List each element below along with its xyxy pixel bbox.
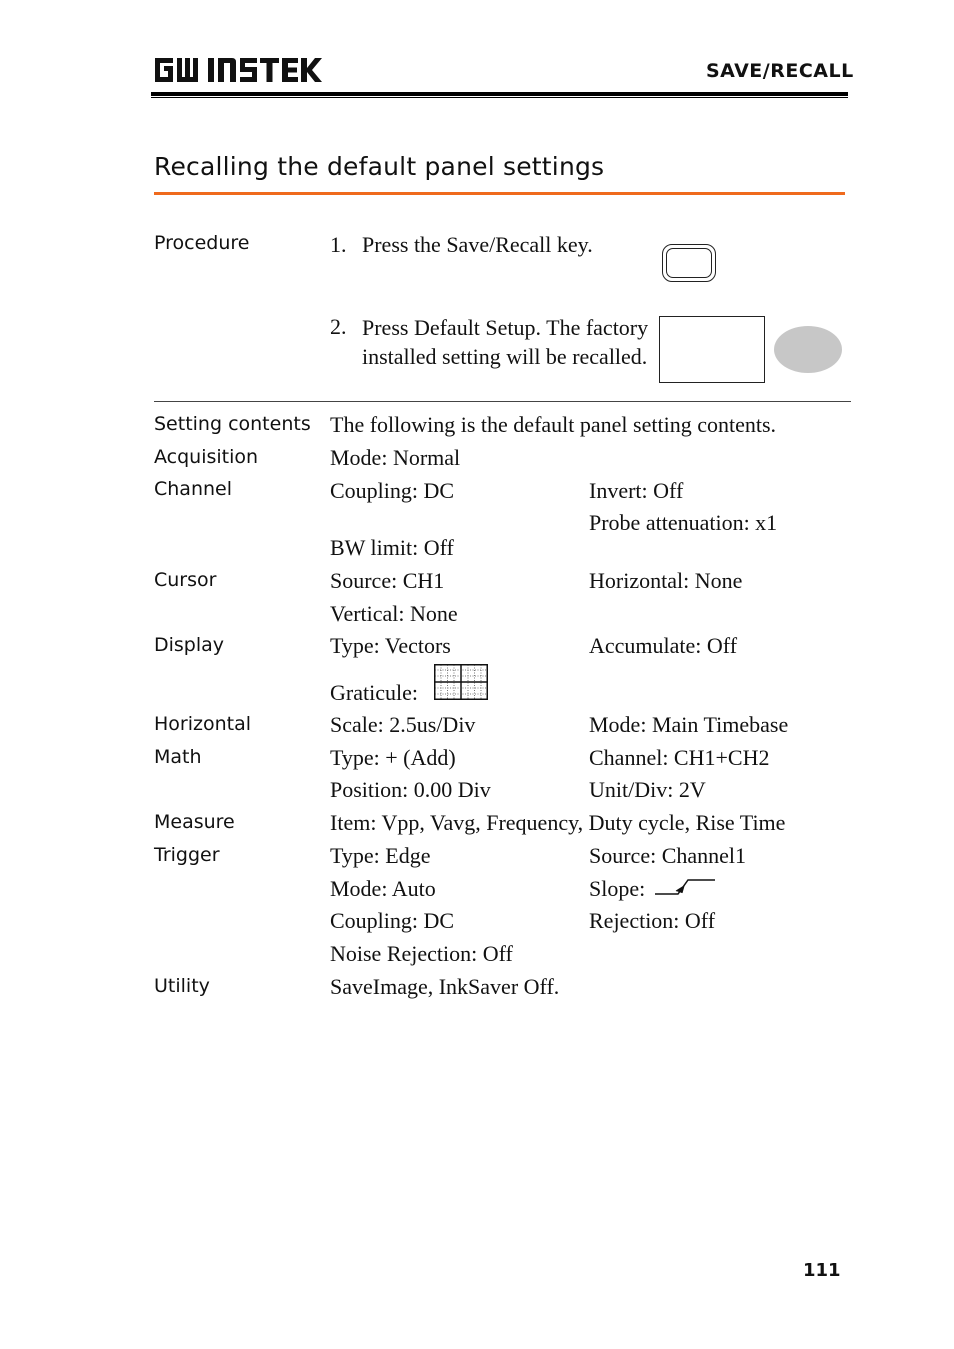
math-unit-div: Unit/Div: 2V (589, 777, 706, 802)
section-divider (154, 401, 851, 402)
channel-bw-limit: BW limit: Off (330, 535, 454, 560)
channel-label: Channel (154, 478, 233, 500)
acquisition-mode: Mode: Normal (330, 445, 461, 470)
measure-label: Measure (154, 811, 235, 833)
softkey-button-icon (774, 326, 842, 373)
horizontal-mode: Mode: Main Timebase (589, 712, 789, 737)
page-number: 111 (803, 1260, 841, 1281)
full-grid-graticule-icon (434, 664, 488, 700)
display-type: Type: Vectors (330, 633, 451, 658)
math-position: Position: 0.00 Div (330, 777, 491, 802)
step-1-text: Press the Save/Recall key. (362, 232, 593, 257)
display-accumulate: Accumulate: Off (589, 633, 738, 658)
save-recall-key-icon (662, 244, 716, 282)
measure-item: Item: Vpp, Vavg, Frequency, Duty cycle, Rise Time (330, 810, 786, 835)
step-2-text: Press Default Setup. The factory installed setting will be recalled. (362, 315, 649, 369)
display-label: Display (154, 634, 225, 656)
title-underline (154, 192, 845, 195)
math-label: Math (154, 746, 202, 768)
step-2-number: 2. (330, 314, 347, 339)
rising-slope-icon (654, 876, 716, 898)
trigger-label: Trigger (154, 844, 220, 866)
channel-coupling: Coupling: DC (330, 478, 455, 503)
procedure-label: Procedure (154, 232, 250, 254)
horizontal-scale: Scale: 2.5us/Div (330, 712, 476, 737)
gw-instek-logo (153, 54, 323, 86)
display-graticule: Graticule: (330, 680, 418, 705)
cursor-vertical: Vertical: None (330, 601, 458, 626)
trigger-slope: Slope: (589, 876, 646, 901)
cursor-horizontal: Horizontal: None (589, 568, 743, 593)
header-rule-thin (151, 97, 848, 98)
acquisition-label: Acquisition (154, 446, 259, 468)
default-setup-softkey-icon (659, 316, 765, 383)
trigger-type: Type: Edge (330, 843, 431, 868)
page-title: Recalling the default panel settings (154, 152, 605, 181)
setting-contents-intro: The following is the default panel setting contents. (330, 412, 777, 437)
math-type: Type: + (Add) (330, 745, 456, 770)
section-title: SAVE/RECALL (706, 60, 854, 82)
trigger-coupling: Coupling: DC (330, 908, 455, 933)
utility-value: SaveImage, InkSaver Off. (330, 974, 560, 999)
trigger-source: Source: Channel1 (589, 843, 747, 868)
trigger-noise-rejection: Noise Rejection: Off (330, 941, 513, 966)
header-rule (151, 92, 848, 96)
math-channel: Channel: CH1+CH2 (589, 745, 770, 770)
step-1-number: 1. (330, 232, 347, 257)
horizontal-label: Horizontal (154, 713, 252, 735)
utility-label: Utility (154, 975, 210, 997)
channel-probe-attenuation: Probe attenuation: x1 (589, 510, 778, 535)
setting-contents-label: Setting contents (154, 413, 311, 435)
trigger-rejection: Rejection: Off (589, 908, 716, 933)
channel-invert: Invert: Off (589, 478, 684, 503)
cursor-label: Cursor (154, 569, 217, 591)
cursor-source: Source: CH1 (330, 568, 445, 593)
trigger-mode: Mode: Auto (330, 876, 436, 901)
